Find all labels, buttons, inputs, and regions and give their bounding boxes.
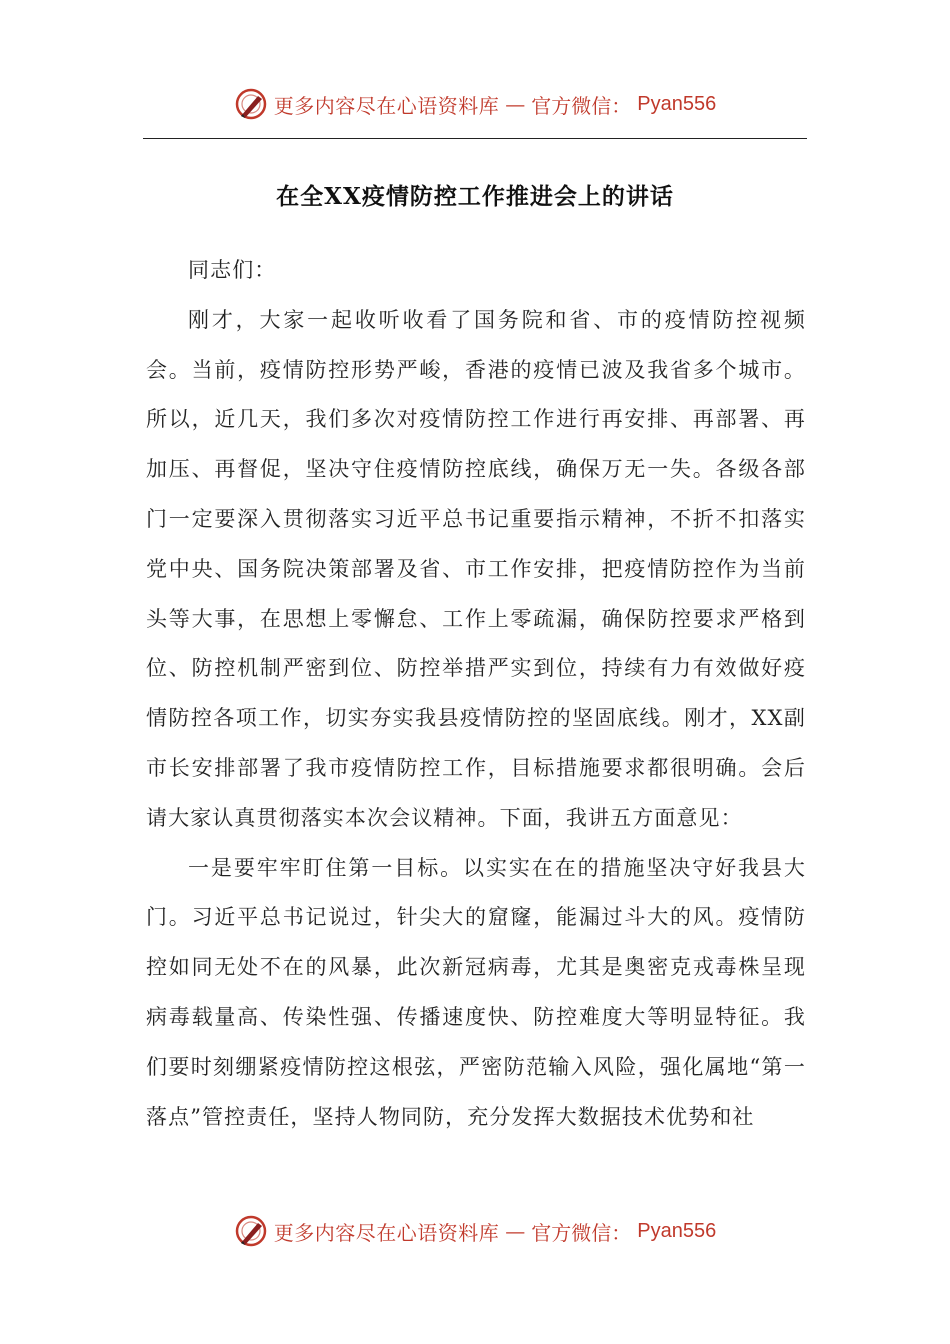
banner-wechat-label: 官方微信： [531, 93, 632, 118]
salutation-paragraph: 同志们： [188, 258, 277, 282]
banner-wechat-id: Pyan556 [637, 1219, 717, 1242]
document-title: 在全XX疫情防控工作推进会上的讲话 [276, 183, 674, 210]
header-banner [0, 84, 950, 124]
banner-slogan: 更多内容尽在心语资料库 [273, 93, 500, 118]
banner-wechat-id: Pyan556 [637, 92, 717, 115]
pen-logo-icon [234, 1214, 268, 1248]
banner-wechat-label: 官方微信： [531, 1220, 632, 1245]
banner-slogan: 更多内容尽在心语资料库 [273, 1220, 500, 1245]
document-body [146, 246, 806, 1142]
banner-separator: — [505, 92, 526, 116]
pen-logo-icon [234, 87, 268, 121]
footer-banner [0, 1211, 950, 1251]
body-paragraph: 刚才，大家一起收听收看了国务院和省、市的疫情防控视频会。当前，疫情防控形势严峻，香港的疫情已波及我省多个城市。所以，近几天，我们多次对疫情防控工作进行再安排、再部署、再加压、再督促，坚决守住疫情防控底线，确保万无一失。各级各部门一定要深入贯彻落实习近平总书记重要指示精神，不折不扣落实党中央、国务院决策部署及省、市工作安排，把疫情防控作为当前头等大事，在思想上零懈怠、工作上零疏漏，确保防控要求严格到位、防控机制严密到位、防控举措严实到位，持续有力有效做好疫情防控各项工作，切实夯实我县疫情防控的坚固底线。刚才，XX副市长安排部署了我市疫情防控工作，目标措施要求都很明确。会后请大家认真贯彻落实本次会议精神。下面，我讲五方面意见： [146, 307, 806, 830]
header-divider [143, 138, 807, 139]
body-paragraph: 一是要牢牢盯住第一目标。以实实在在的措施坚决守好我县大门。习近平总书记说过，针尖大的窟窿，能漏过斗大的风。疫情防控如同无处不在的风暴，此次新冠病毒，尤其是奥密克戎毒株呈现病毒载量高、传染性强、传播速度快、防控难度大等明显特征。我们要时刻绷紧疫情防控这根弦，严密防范输入风险，强化属地“第一落点”管控责任，坚持人物同防，充分发挥大数据技术优势和社 [146, 855, 806, 1129]
banner-separator: — [505, 1219, 526, 1243]
